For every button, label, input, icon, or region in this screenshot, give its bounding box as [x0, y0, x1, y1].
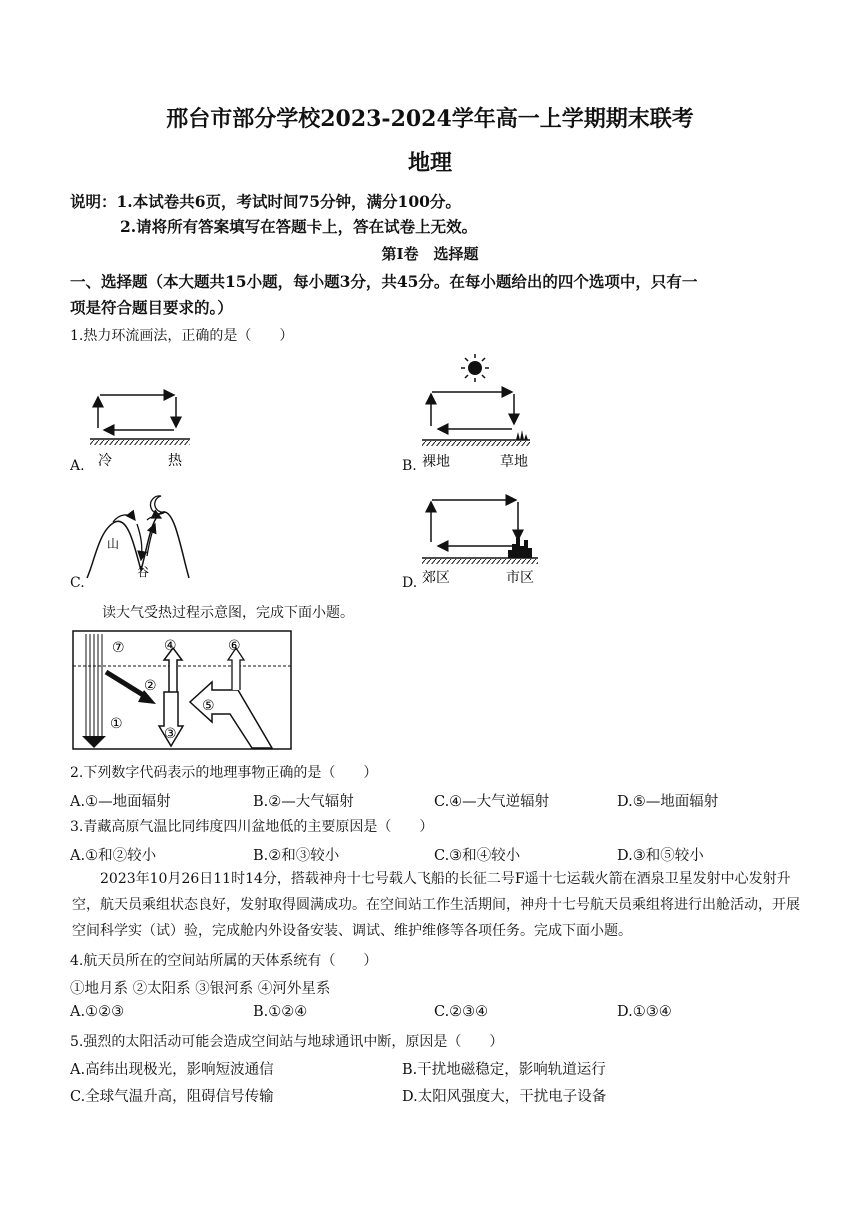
q2-option-c[interactable]: C.④—大气逆辐射: [434, 794, 550, 810]
q5-stem: 5.强烈的太阳活动可能会造成空间站与地球通讯中断，原因是（ ）: [70, 1034, 504, 1050]
moon-icon: [151, 496, 165, 514]
q4-option-b[interactable]: B.①②④: [253, 1004, 308, 1020]
label-1: ①: [110, 716, 123, 732]
q4-stem: 4.航天员所在的空间站所属的天体系统有（ ）: [70, 953, 378, 969]
q1-d-right-label: 市区: [506, 570, 534, 586]
atmosphere-heating-diagram: [72, 630, 292, 752]
q1-a-left-label: 冷: [98, 453, 112, 469]
q1-diagram-a: [88, 375, 198, 470]
q1-b-right-label: 草地: [500, 454, 528, 470]
q1-option-b-letter[interactable]: B.: [402, 458, 417, 474]
q1-d-left-label: 郊区: [422, 570, 450, 586]
q5-option-d[interactable]: D.太阳风强度大，干扰电子设备: [402, 1089, 607, 1105]
q1-option-c-letter[interactable]: C.: [70, 575, 85, 591]
q2-option-a[interactable]: A.①—地面辐射: [70, 794, 171, 810]
q1-diagram-c: [85, 490, 195, 585]
q1-option-a-letter[interactable]: A.: [70, 458, 85, 474]
q3-option-d[interactable]: D.③和⑤较小: [617, 848, 704, 864]
q2-intro: 读大气受热过程示意图，完成下面小题。: [102, 605, 354, 621]
part1-heading-line2: 项是符合题目要求的。）: [70, 298, 233, 317]
q2-option-d[interactable]: D.⑤—地面辐射: [617, 794, 719, 810]
q1-diagram-d: [420, 488, 545, 588]
q1-b-left-label: 裸地: [422, 454, 450, 470]
q5-option-a[interactable]: A.高纬出现极光，影响短波通信: [70, 1062, 274, 1078]
sun-icon: [461, 354, 489, 382]
q2-option-b[interactable]: B.②—大气辐射: [253, 794, 354, 810]
q4-items: ①地月系 ②太阳系 ③银河系 ④河外星系: [70, 981, 331, 997]
instructions-prefix: 说明：: [70, 192, 117, 211]
instruction-2: 2.请将所有答案填写在答题卡上，答在试卷上无效。: [120, 217, 478, 236]
passage: 2023年10月26日11时14分，搭载神舟十七号载人飞船的长征二号F遥十七运载火箭在酒泉卫星发射中心发射升空，航天员乘组状态良好，发射取得圆满成功。在空间站工作生活期间，神舟十七号航天员乘组将进行出舱活动，开展空间科学实（试）验，完成舱内外设备安装、调试、维护维修等各项任务。完成下面小题。: [72, 871, 800, 939]
label-6: ⑥: [228, 638, 241, 654]
q4-option-a[interactable]: A.①②③: [70, 1004, 125, 1020]
q1-a-right-label: 热: [168, 453, 182, 469]
exam-title: 邢台市部分学校2023-2024学年高一上学期期末联考: [166, 106, 694, 132]
q1-diagram-b: [420, 352, 540, 472]
label-5: ⑤: [202, 698, 215, 714]
q5-option-c[interactable]: C.全球气温升高，阻碍信号传输: [70, 1089, 274, 1105]
q2-stem: 2.下列数字代码表示的地理事物正确的是（ ）: [70, 765, 378, 781]
label-7: ⑦: [112, 640, 125, 656]
q3-option-a[interactable]: A.①和②较小: [70, 848, 157, 864]
q3-option-c[interactable]: C.③和④较小: [434, 848, 521, 864]
q3-stem: 3.青藏高原气温比同纬度四川盆地低的主要原因是（ ）: [70, 819, 434, 835]
q1-c-valley-label: 谷: [137, 565, 150, 579]
q3-option-b[interactable]: B.②和③较小: [253, 848, 340, 864]
q1-stem: 1.热力环流画法，正确的是（ ）: [70, 328, 294, 344]
instructions-line1: [70, 190, 461, 212]
part1-heading-line1: 一、选择题（本大题共15小题，每小题3分，共45分。在每小题给出的四个选项中，只有一: [70, 272, 698, 291]
subject-title: 地理: [407, 150, 452, 176]
q5-option-b[interactable]: B.干扰地磁稳定，影响轨道运行: [402, 1062, 606, 1078]
section-header: 第Ⅰ卷 选择题: [381, 245, 479, 263]
q4-option-d[interactable]: D.①③④: [617, 1004, 672, 1020]
instruction-1: 1.本试卷共6页，考试时间75分钟，满分100分。: [116, 192, 461, 211]
q1-c-mountain-label: 山: [107, 537, 120, 551]
label-3: ③: [164, 726, 177, 742]
label-2: ②: [144, 678, 157, 694]
q1-option-d-letter[interactable]: D.: [402, 575, 418, 591]
label-4: ④: [164, 638, 177, 654]
q4-option-c[interactable]: C.②③④: [434, 1004, 489, 1020]
